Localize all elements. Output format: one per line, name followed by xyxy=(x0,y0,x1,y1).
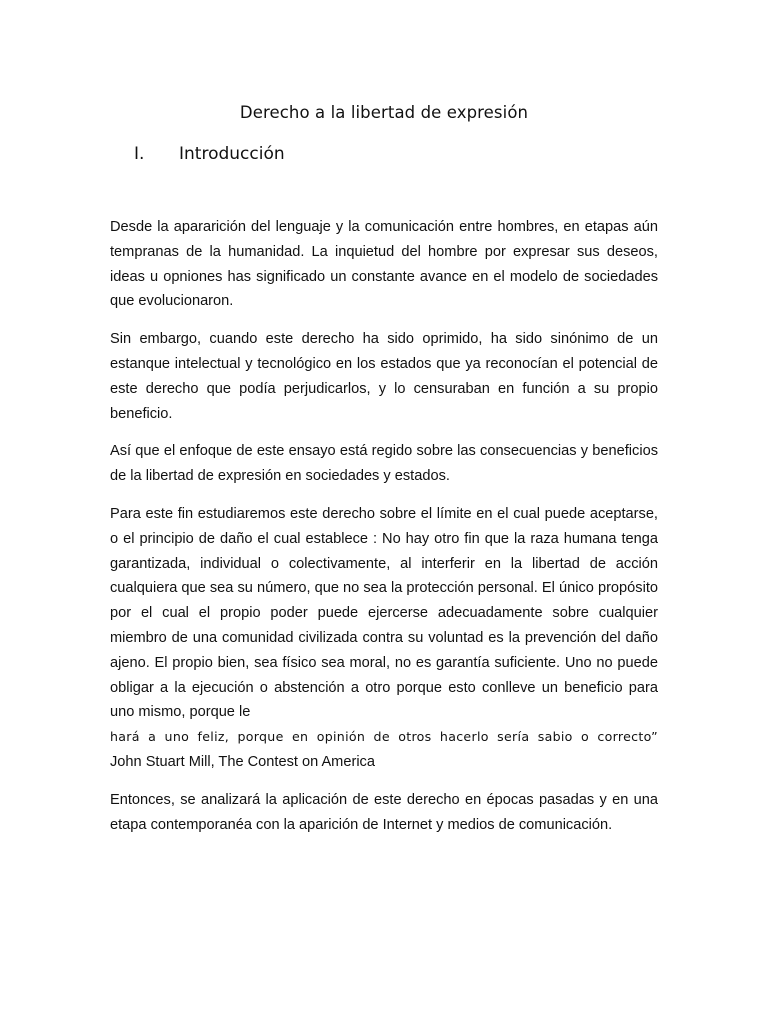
paragraph-2: Sin embargo, cuando este derecho ha sido oprimido, ha sido sinónimo de un estanque intelectual y tecnológico en los estados que ya reconocían el potencial de este derecho que podía perjudicarlos, y lo censuraban en función a su propio beneficio. xyxy=(110,331,658,422)
paragraph-5: Entonces, se analizará la aplicación de este derecho en épocas pasadas y en una etapa contemporanéa con la aparición de Internet y medios de comunicación. xyxy=(110,791,658,833)
document-body xyxy=(110,215,658,850)
quote-attribution: John Stuart Mill, The Contest on America xyxy=(110,753,375,770)
quote-tail: hará a uno feliz, porque en opinión de otros hacerlo sería sabio o correcto” xyxy=(110,729,658,745)
paragraph-4 xyxy=(110,502,658,775)
paragraph-3: Así que el enfoque de este ensayo está regido sobre las consecuencias y beneficios de la libertad de expresión en sociedades y estados. xyxy=(110,443,658,485)
section-title: Introducción xyxy=(179,144,285,164)
paragraph-1: Desde la apararición del lenguaje y la comunicación entre hombres, en etapas aún tempranas de la humanidad. La inquietud del hombre por expresar sus deseos, ideas u opniones has significado un constante avance en el modelo de sociedades que evolucionaron. xyxy=(110,219,658,310)
section-number: I. xyxy=(134,144,145,164)
document-title: Derecho a la libertad de expresión xyxy=(239,103,529,122)
section-heading xyxy=(134,144,285,164)
quote-paragraph-text: Para este fin estudiaremos este derecho sobre el límite en el cual puede aceptarse, o el principio de daño el cual establece : No hay otro fin que la raza humana tenga garantizada, individual o colectivamente, al interferir en la libertad de acción cualquiera que sea su número, que no sea la protección personal. El único propósito por el cual el propio poder puede ejercerse adecuadamente sobre cualquier miembro de una comunidad civilizada contra su voluntad es la prevención del daño ajeno. El propio bien, sea físico sea moral, no es garantía suficiente. Uno no puede obligar a la ejecución o abstención a otro porque esto conlleve un beneficio para uno mismo, porque le xyxy=(110,505,658,721)
